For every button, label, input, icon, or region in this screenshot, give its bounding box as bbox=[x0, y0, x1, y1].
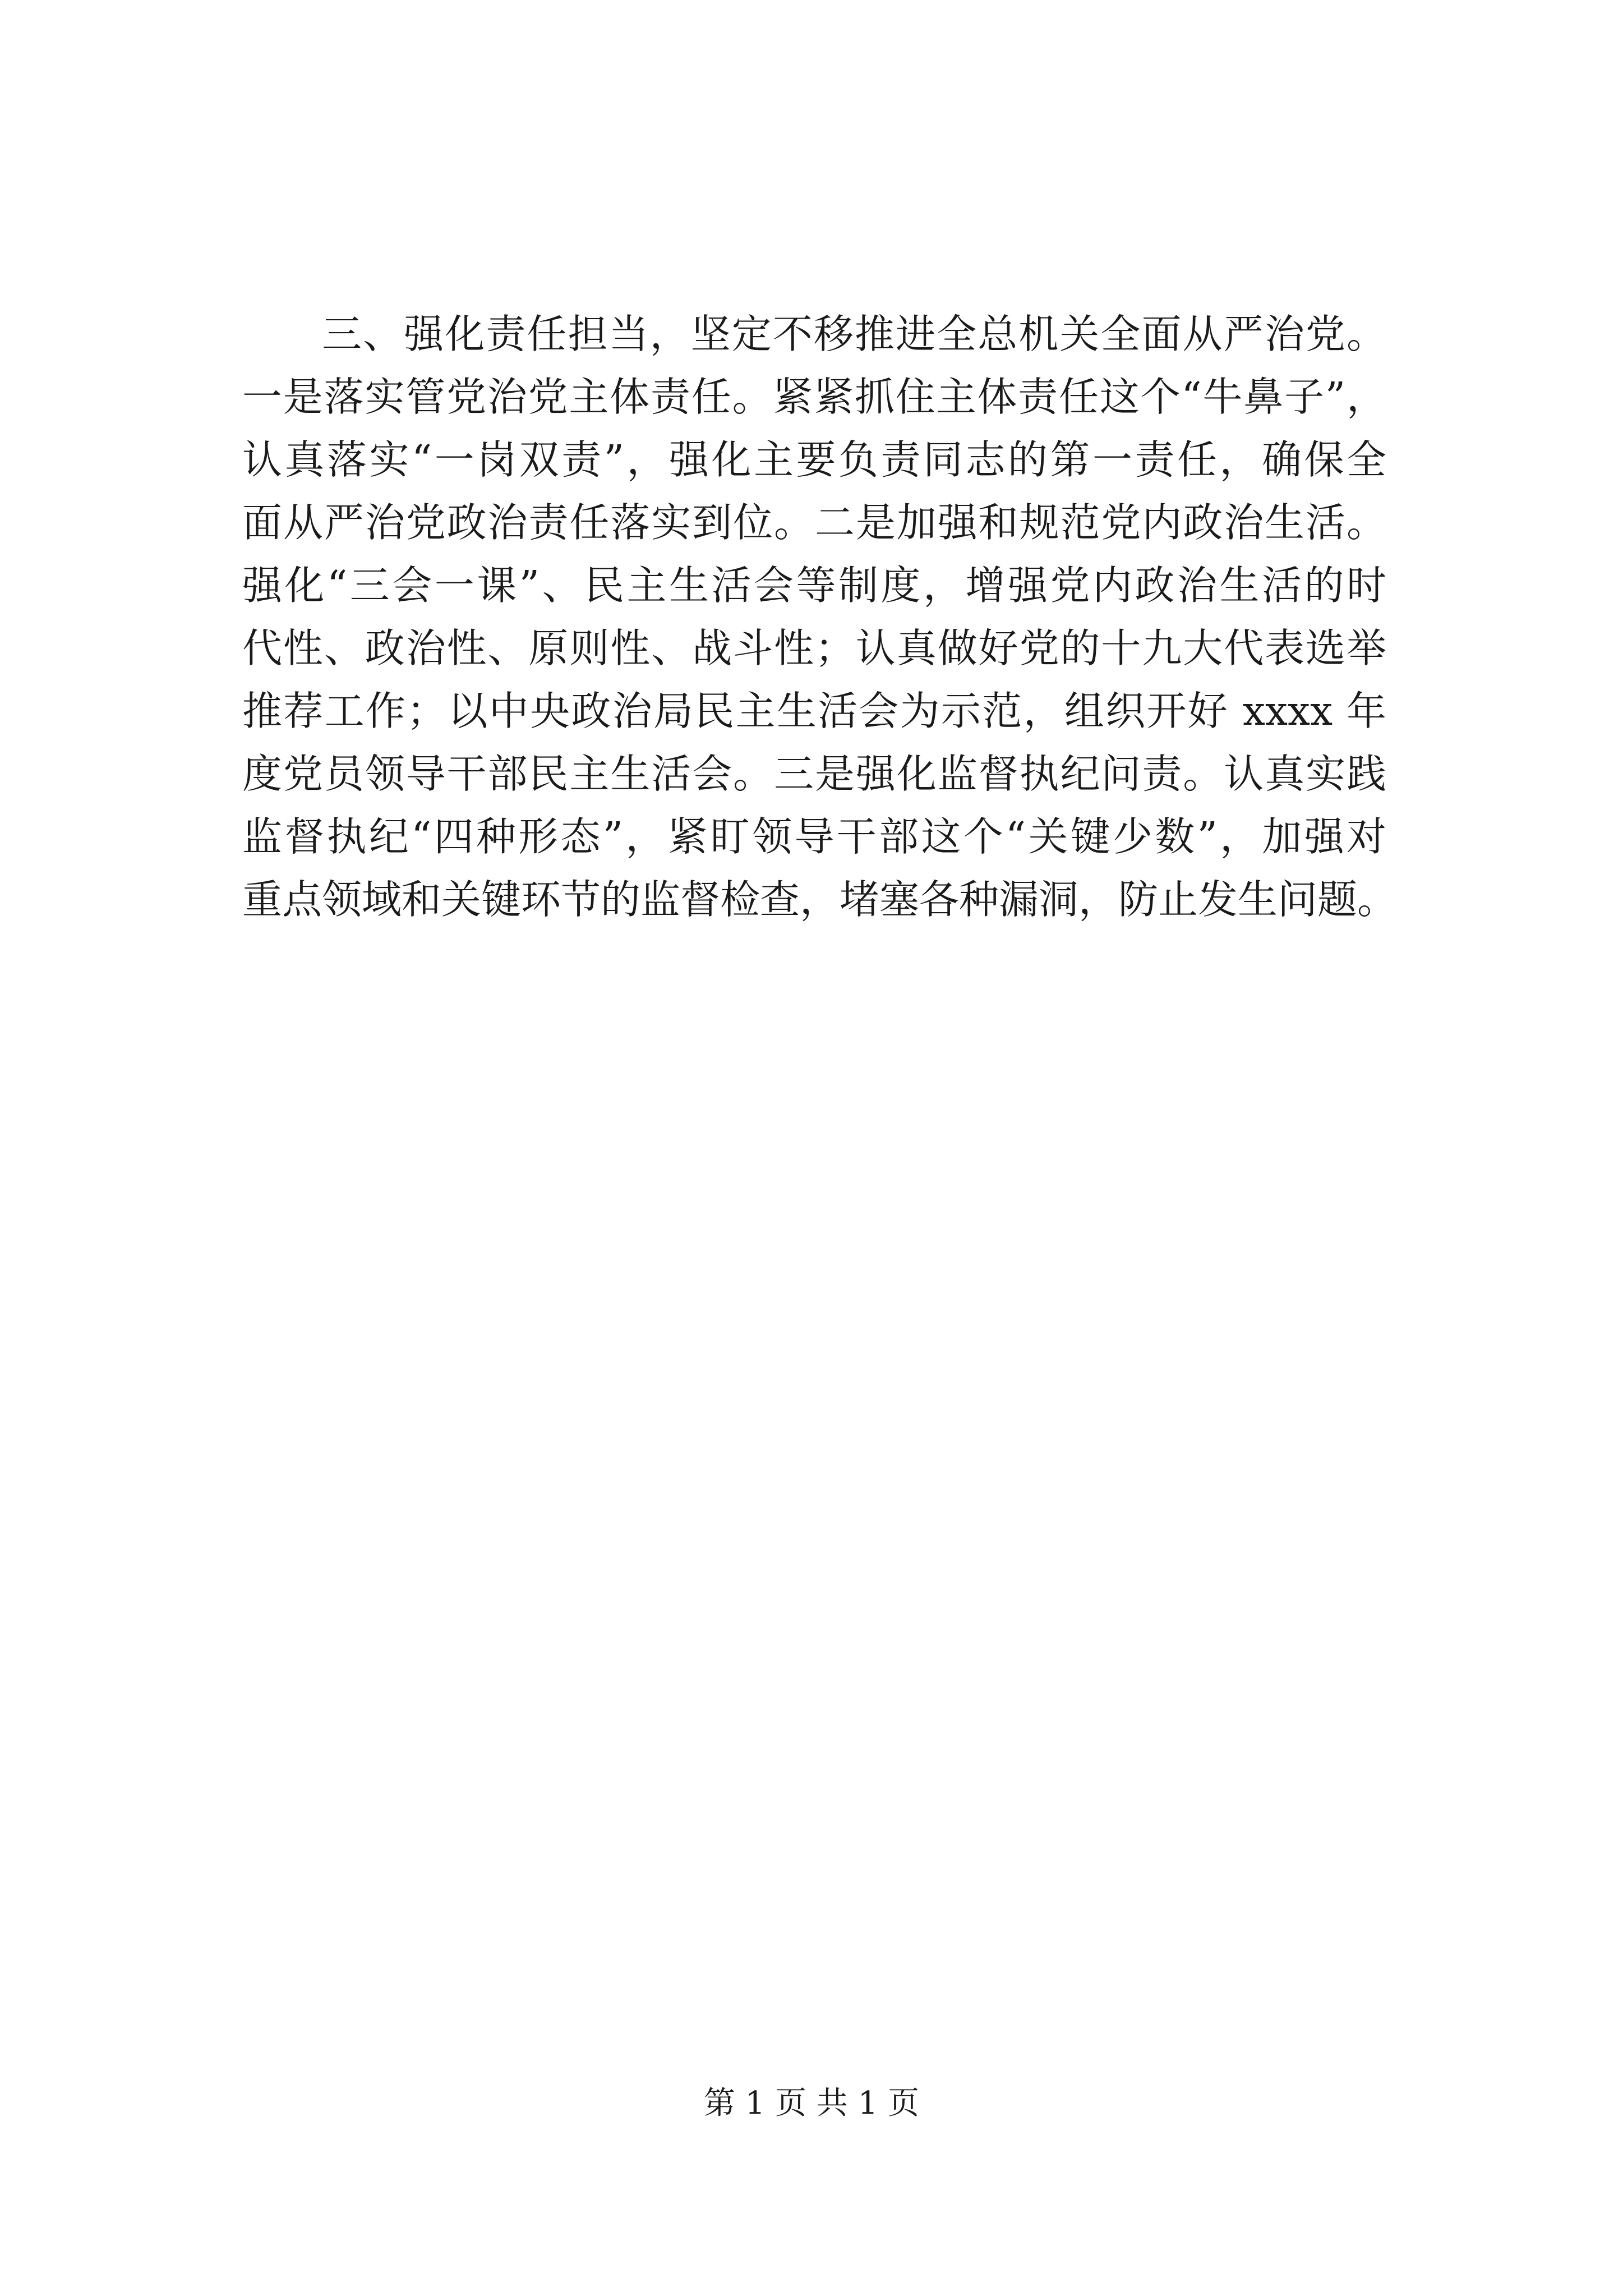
paragraph-line: 一是落实管党治党主体责任。紧紧抓住主体责任这个“牛鼻子”， bbox=[242, 374, 1386, 420]
paragraph-line: 重点领域和关键环节的监督检查，堵塞各种漏洞，防止发生问题。 bbox=[242, 876, 1398, 923]
paragraph-line: 监督执纪“四种形态”，紧盯领导干部这个“关键少数”，加强对 bbox=[242, 813, 1386, 860]
paragraph-line: 三、强化责任担当，坚定不移推进全总机关全面从严治党。 bbox=[322, 311, 1386, 357]
paragraph-line: 强化“三会一课”、民主生活会等制度，增强党内政治生活的时 bbox=[242, 562, 1386, 609]
paragraph-line: 代性、政治性、原则性、战斗性；认真做好党的十九大代表选举 bbox=[242, 625, 1386, 671]
page-number-footer: 第 1 页 共 1 页 bbox=[703, 2085, 920, 2122]
paragraph-line: 度党员领导干部民主生活会。三是强化监督执纪问责。认真实践 bbox=[242, 751, 1386, 797]
paragraph-line: 认真落实“一岗双责”，强化主要负责同志的第一责任，确保全 bbox=[242, 436, 1386, 483]
paragraph-line: 面从严治党政治责任落实到位。二是加强和规范党内政治生活。 bbox=[242, 499, 1386, 546]
paragraph-line: 推荐工作；以中央政治局民主生活会为示范，组织开好 xxxx 年 bbox=[242, 688, 1386, 734]
body-paragraph bbox=[242, 303, 1398, 931]
